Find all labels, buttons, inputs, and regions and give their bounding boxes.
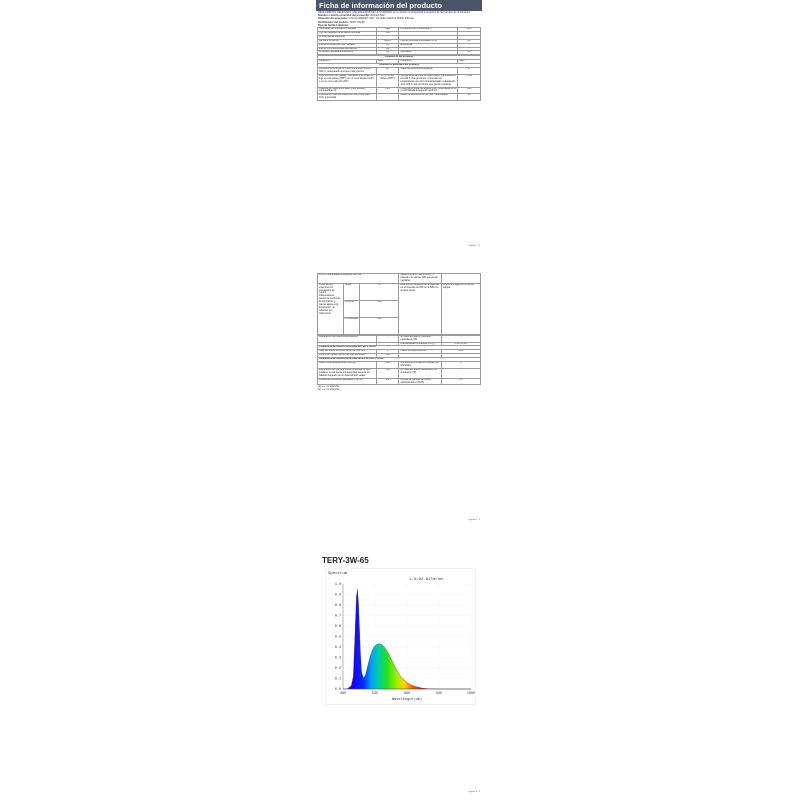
column-header: Parámetro [318, 60, 377, 64]
table-cell: Protección antideslumbramiento [318, 51, 377, 55]
table-cell: Unidad de medida del parpadeo (Pst LM) [318, 378, 377, 385]
table-cell: No direccional o direccional [399, 28, 458, 32]
table-cell: - [441, 335, 480, 342]
dimension-key: Altura [344, 283, 360, 300]
dimension-value: 15 [360, 283, 399, 300]
spectrum-chart-svg [325, 568, 476, 705]
table-cell: N/A [376, 31, 399, 35]
light-source-table [317, 27, 481, 55]
table-cell: Coherencia cromática en elipses de MacAdam [399, 362, 441, 369]
section-heading: Parámetros del producto [318, 56, 481, 60]
y-tick-label: 0.8 [334, 604, 341, 609]
spectrum-chart [325, 568, 476, 705]
light-source-type-heading: Tipo de fuente luminosa: [318, 23, 349, 27]
y-tick-label: 1.0 [334, 583, 341, 588]
table-cell: Declaración de potencia equivalente [318, 335, 377, 342]
table-cell: Potencia en modo encendido (Pencendido), expresada en W [318, 87, 377, 94]
table-cell: No [458, 39, 481, 43]
table-cell: No [376, 43, 399, 47]
table-cell: Tipo de casquillo de la fuente luminosa [318, 31, 377, 35]
table-cell: Temperatura de color correlacionada, redondeada a los 100 K más próximos, o intervalo de temperaturas de color correlacionadas, redondeado a los 100 K más próximos, que puede regularse [399, 74, 458, 87]
table-row [318, 68, 481, 75]
light-source-table-body [318, 28, 481, 55]
section-heading: Parámetros generales del producto [318, 64, 481, 68]
table-cell: 0,90 [376, 362, 399, 369]
cell: en W y redondeada al segundo decimal [318, 274, 399, 284]
y-tick-label: 0.2 [334, 667, 341, 672]
table-cell: - [458, 43, 481, 47]
table-cell: -(a) [376, 368, 399, 378]
supplier-address-label: Dirección del proveedor: [318, 17, 349, 21]
table-cell: Atenuable [399, 51, 458, 55]
x-tick-label: 1000 [466, 692, 476, 696]
table-cell: 24 [376, 68, 399, 75]
table-cell: - [441, 368, 480, 378]
table-cell: Potencia en modo de espera (Psb), expresada en W y redondeada al segundo decimal [400, 87, 457, 93]
model-value: TERY-3W-65 [349, 20, 365, 24]
table-cell: Fuente luminosa de color variable [318, 43, 377, 47]
table-cell: Factor de mantenimiento del flujo luminoso [318, 354, 377, 358]
table-cell: En caso afirmativo, declaración de sustitución (W) [399, 368, 441, 378]
supplier-name-value: ADCESTAR [370, 14, 385, 18]
table-row [318, 283, 481, 300]
y-tick-label: 0.4 [334, 646, 341, 651]
table-cell: 80 [458, 94, 481, 101]
table-row [318, 87, 481, 94]
table-cell: Unidad de medida del efecto estroboscópico (SVM) [399, 378, 441, 385]
mains-params-body [318, 362, 481, 385]
table-cell: Coordenadas cromáticas (x e y) [399, 342, 441, 346]
product-params-table [317, 55, 481, 101]
table-cell: Potencia en modo de espera en red (Pnet) para CLS, expresada [318, 94, 377, 101]
table-row [318, 74, 481, 87]
table-row [318, 51, 481, 55]
page-title: Ficha de información del producto [316, 0, 482, 11]
x-tick-label: 845 [435, 692, 443, 696]
y-tick-label: 0.0 [334, 688, 341, 693]
x-tick-label: 690 [403, 692, 411, 696]
y-tick-label: 0.7 [334, 614, 341, 619]
table-cell: E [458, 68, 481, 75]
table-cell: - [376, 94, 399, 101]
page-footer: Página 1 / 3 [468, 245, 480, 247]
table-cell: Valor del índice de rendimiento de color R9 [318, 350, 377, 354]
table-cell: NMLS [376, 39, 399, 43]
spectral-distribution-label: Distribución espectral de la potencia en el intervalo de 250 nm a 800 nm, a plena carga [399, 283, 441, 334]
table-cell: Factor de desplazamiento (cos φ1) [318, 362, 377, 369]
model-heading: TERY-3W-65 [322, 556, 369, 565]
model-label: Identificador del modelo: [318, 20, 349, 24]
column-header: Valor [376, 60, 399, 64]
chart-annotation: 1.3=92.82lm/nm [409, 578, 443, 582]
table-cell: Índice de reproducción de color, redondeado [399, 94, 458, 101]
supplier-address-value: ITALIA MARKET SRL, Via della Industria 36660 MB Italy [349, 17, 415, 21]
table-cell: No [458, 51, 481, 55]
x-axis-label: Wavelength(nm) [391, 698, 423, 702]
table-row [318, 378, 481, 385]
document-page-2 [316, 266, 482, 530]
table-cell: 0,1 [441, 378, 480, 385]
document-page-1 [316, 0, 482, 262]
table-cell: Clase de eficiencia energética [399, 68, 458, 75]
table-cell: 0,1 [376, 378, 399, 385]
x-tick-label: 535 [371, 692, 379, 696]
table-cell: LED [376, 28, 399, 32]
table-row [318, 368, 481, 378]
spectral-distribution-value: Véase la imagen en la última página [441, 283, 480, 334]
table-cell: Tecnología de iluminación utilizada [318, 28, 377, 32]
page-footer: Página 3 / 3 [468, 791, 480, 793]
footnote: (a) «-»: no aplicable; [318, 385, 340, 389]
dimension-value: 210 [360, 300, 399, 317]
general-params-body [318, 68, 481, 101]
y-tick-label: 0.6 [334, 625, 341, 630]
table-cell: 6 [441, 362, 480, 369]
table-cell: No [376, 47, 399, 51]
document-page-3 [316, 534, 482, 800]
table-cell: 6 500 [458, 74, 481, 87]
table-row [318, 94, 481, 101]
table-cell: Factor de supervivencia [399, 350, 441, 354]
section-heading: Parámetros de fuentes luminosas de LED y OLED: [318, 346, 481, 350]
table-cell: 0,96 [376, 354, 399, 358]
table-cell: Declaración de que una fuente luminosa de LED sustituye a una fuente luminosa fluorescente sin balasto integrado de un determinado vataje [318, 368, 377, 378]
equivalence-body [318, 335, 481, 346]
footnote: (b) «-»: no aplicable; [318, 388, 340, 392]
cell: desde el entero más próximo, o intervalo de valores CRI que puede regularse [399, 274, 441, 284]
table-cell: Flujo luminoso útil (Φuse), indicando si se refiere al flujo en una esfera (360°), en un cono amplio (120°) o en un cono estrecho (90°) [318, 74, 377, 87]
table-row [318, 335, 481, 342]
table-cell: 2 700 lm en Esfera (360°) [376, 74, 399, 87]
x-tick-label: 380 [339, 692, 347, 696]
table-cell: 6 [376, 350, 399, 354]
table-cell: - [376, 335, 399, 342]
table-cell: 0,313 0,337 [441, 342, 480, 346]
led-params-body [318, 350, 481, 358]
dimensions-label: Dimensiones exteriores sin mecanismo de control independiente, piezas de control de la iluminación y piezas ajenas a la iluminación, de haberlas (en milímetros) [318, 283, 344, 334]
continued-params-table [317, 273, 481, 335]
column-header: Valor [458, 60, 481, 64]
table-cell: 0,00 [458, 87, 481, 94]
section-heading: Parámetros de fuentes luminosas de red de LED y OLED: [318, 358, 481, 362]
supplier-name-label: Nombre o marca comercial del proveedor: [318, 14, 371, 18]
y-tick-label: 0.9 [334, 593, 341, 598]
table-row [318, 362, 481, 369]
cell [441, 274, 480, 284]
y-tick-label: 0.3 [334, 656, 341, 661]
table-cell: En caso afirmativo, potencia equivalente (W) [399, 335, 441, 342]
column-header: Parámetro [399, 60, 458, 64]
table-cell: 0,90 [441, 350, 480, 354]
table-cell: Envolvente [399, 43, 458, 47]
y-tick-label: 0.5 [334, 635, 341, 640]
table-cell: No [376, 51, 399, 55]
table-cell: Fuente luminosa conectada (CLS) [399, 39, 458, 43]
page-footer: Página 2 / 3 [468, 519, 480, 521]
table-cell: (u otra interfaz eléctrica) [318, 35, 377, 39]
dimension-key: Anchura [344, 300, 360, 317]
y-tick-label: 0.1 [334, 677, 341, 682]
regulation-intro: REGLAMENTO DELEGADO (UE) 2019/2015 DE LA COMISIÓN en lo relativo al etiquetado energético de las fuentes de iluminación [318, 11, 471, 14]
table-cell: Fuente luminosa de alta luminancia [318, 47, 377, 51]
table-cell: DLS [458, 28, 481, 32]
dimension-key: Profundidad [344, 317, 360, 334]
table-row [318, 274, 481, 284]
dimension-value: 210 [360, 317, 399, 334]
table-cell: Consumo de energía en modo encendido (kWh/1 000 h), redondeado al entero más próximo [318, 68, 377, 75]
chart-title: Spectrum [328, 572, 348, 576]
table-cell: De red o no de red [318, 39, 377, 43]
table-cell: 24,0 [376, 87, 399, 94]
